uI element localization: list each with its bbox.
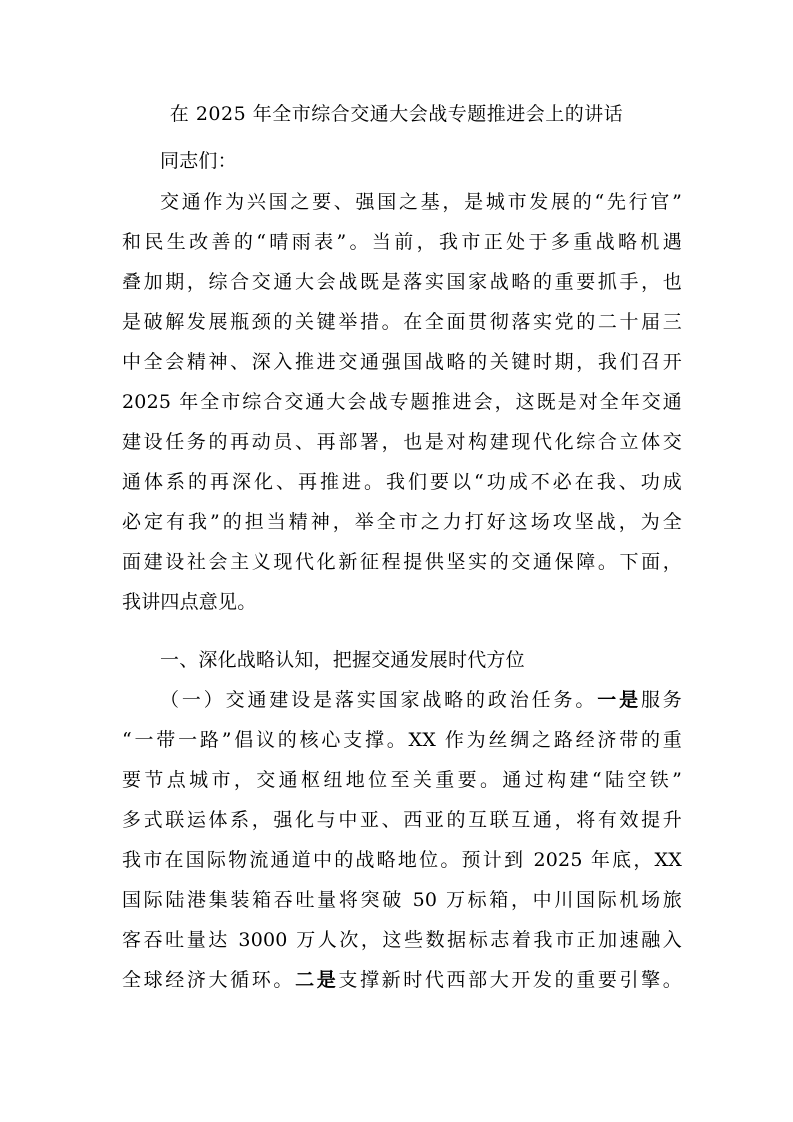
document-title: 在 2025 年全市综合交通大会战专题推进会上的讲话 xyxy=(169,103,624,125)
point-text: 支撑新时代西部大开发的重要引擎。 xyxy=(338,969,682,991)
subsection-heading: （一）交通建设是落实国家战略的政治任务。 xyxy=(160,689,598,711)
subsection-first-line xyxy=(160,686,682,714)
paragraph-line: 交通作为兴国之要、强国之基，是城市发展的“先行官” xyxy=(160,191,682,213)
point-label: 一是 xyxy=(597,689,641,711)
paragraph-line: 要节点城市，交通枢纽地位至关重要。通过构建“陆空铁” xyxy=(122,769,682,791)
greeting: 同志们： xyxy=(160,150,237,172)
paragraph-line: 多式联运体系，强化与中亚、西亚的互联互通，将有效提升 xyxy=(122,809,682,831)
paragraph-line: 客吞吐量达 3000 万人次，这些数据标志着我市正加速融入 xyxy=(122,929,682,951)
paragraph-line: 通体系的再深化、再推进。我们要以“功成不必在我、功成 xyxy=(122,471,682,493)
paragraph-line: 建设任务的再动员、再部署，也是对构建现代化综合立体交 xyxy=(122,431,682,453)
paragraph-line: 国际陆港集装箱吞吐量将突破 50 万标箱，中川国际机场旅 xyxy=(122,889,682,911)
line-prefix: 全球经济大循环。 xyxy=(122,969,296,991)
paragraph-line: 面建设社会主义现代化新征程提供坚实的交通保障。下面， xyxy=(122,551,682,573)
paragraph-line: 必定有我”的担当精神，举全市之力打好这场攻坚战，为全 xyxy=(122,511,682,533)
point-label: 二是 xyxy=(295,969,339,991)
point-text: 服务 xyxy=(640,689,682,711)
paragraph-line: 我市在国际物流通道中的战略地位。预计到 2025 年底，XX xyxy=(122,849,682,871)
paragraph-line: 和民生改善的“晴雨表”。当前，我市正处于多重战略机遇 xyxy=(122,231,682,253)
paragraph-last-line xyxy=(122,966,682,994)
paragraph-line: 是破解发展瓶颈的关键举措。在全面贯彻落实党的二十届三 xyxy=(122,311,682,333)
paragraph-line: 我讲四点意见。 xyxy=(122,591,257,613)
paragraph-line: “一带一路”倡议的核心支撑。XX 作为丝绸之路经济带的重 xyxy=(122,729,682,751)
paragraph-line: 叠加期，综合交通大会战既是落实国家战略的重要抓手，也 xyxy=(122,271,682,293)
paragraph-line: 中全会精神、深入推进交通强国战略的关键时期，我们召开 xyxy=(122,351,682,373)
section-heading: 一、深化战略认知，把握交通发展时代方位 xyxy=(160,649,525,671)
paragraph-line: 2025 年全市综合交通大会战专题推进会，这既是对全年交通 xyxy=(122,391,682,413)
